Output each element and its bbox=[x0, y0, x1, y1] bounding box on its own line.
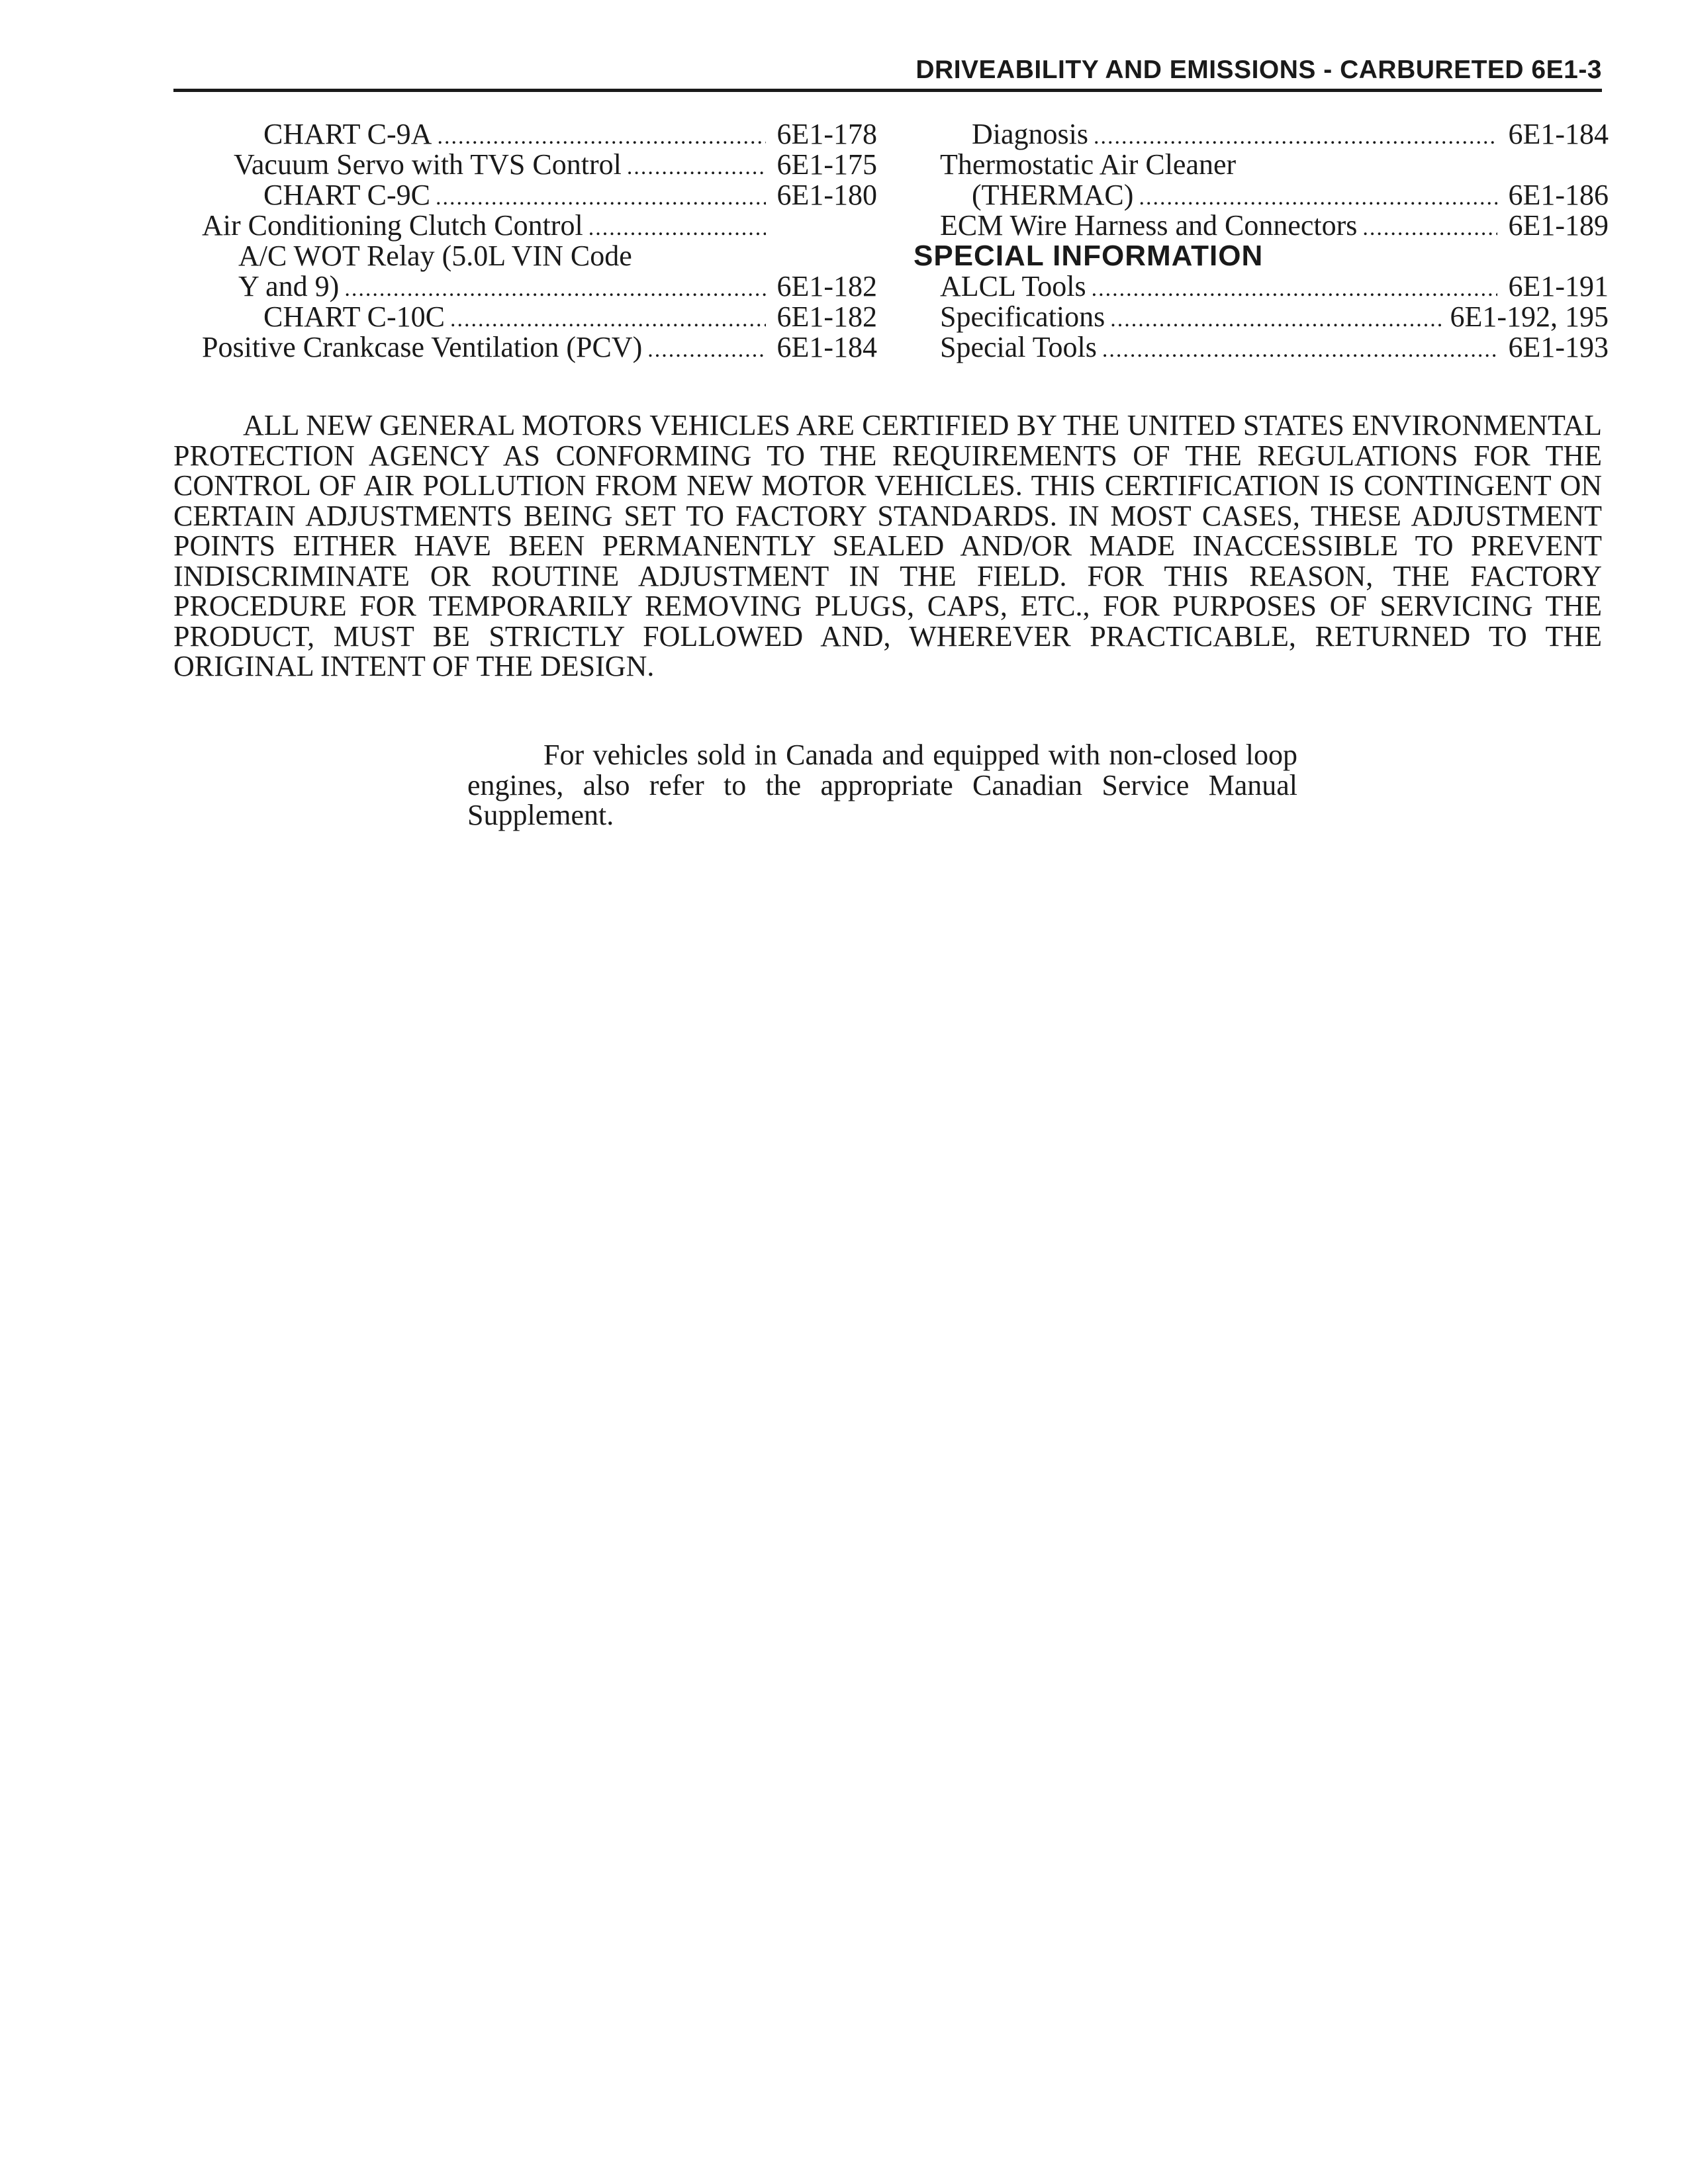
toc-entry-page: 6E1-175 bbox=[776, 148, 877, 181]
toc-entry-label: (THERMAC) bbox=[972, 179, 1134, 211]
toc-entry[interactable] bbox=[202, 210, 877, 241]
toc-entry-label: CHART C-10C bbox=[263, 300, 445, 333]
toc-entry-label: A/C WOT Relay (5.0L VIN Code bbox=[238, 240, 632, 272]
toc-entry[interactable] bbox=[940, 180, 1609, 210]
toc-entry[interactable] bbox=[202, 332, 877, 363]
toc-entry[interactable] bbox=[202, 119, 877, 150]
toc-entry[interactable] bbox=[940, 210, 1609, 241]
toc-entry-page: 6E1-182 bbox=[776, 300, 877, 333]
toc-entry-label: Diagnosis bbox=[972, 118, 1088, 150]
toc-entry-page: 6E1-189 bbox=[1508, 209, 1609, 242]
toc-entry-page: 6E1-184 bbox=[776, 331, 877, 363]
toc-leader-dots bbox=[627, 152, 766, 183]
toc-entry[interactable] bbox=[202, 241, 877, 271]
toc-entry-label: CHART C-9A bbox=[263, 118, 432, 150]
toc-right-column bbox=[914, 118, 1609, 363]
toc-entry-page: 6E1-182 bbox=[776, 270, 877, 302]
toc-entry[interactable] bbox=[940, 119, 1609, 150]
toc-entry-label: ECM Wire Harness and Connectors bbox=[940, 209, 1358, 242]
toc-entry-page: 6E1-192, 195 bbox=[1450, 300, 1609, 333]
toc-entry-label: Air Conditioning Clutch Control bbox=[202, 209, 583, 242]
toc-section-heading-special-information: SPECIAL INFORMATION bbox=[914, 240, 1264, 272]
toc-entry[interactable] bbox=[202, 150, 877, 180]
toc-entry[interactable] bbox=[202, 271, 877, 302]
toc-entry-label: Y and 9) bbox=[238, 270, 340, 302]
toc-entry-label: Thermostatic Air Cleaner bbox=[940, 148, 1237, 181]
toc-entry[interactable] bbox=[202, 180, 877, 210]
page-header bbox=[173, 50, 1602, 92]
toc-entry-page: 6E1-186 bbox=[1508, 179, 1609, 211]
toc-entry-page: 6E1-184 bbox=[1508, 118, 1609, 150]
toc-entry-label: Positive Crankcase Ventilation (PCV) bbox=[202, 331, 643, 363]
toc-entry-page: 6E1-180 bbox=[776, 179, 877, 211]
toc-leader-dots bbox=[647, 335, 766, 365]
page-header-title: DRIVEABILITY AND EMISSIONS - CARBURETED 6E1-3 bbox=[915, 56, 1602, 84]
toc-entry[interactable] bbox=[202, 302, 877, 332]
toc-entry-page: 6E1-193 bbox=[1508, 331, 1609, 363]
toc-entry-label: ALCL Tools bbox=[940, 270, 1086, 302]
toc-entry[interactable] bbox=[940, 150, 1609, 180]
toc-entry[interactable] bbox=[940, 302, 1609, 332]
toc-leader-dots bbox=[1362, 213, 1497, 244]
toc-leader-dots bbox=[1102, 335, 1497, 365]
toc-entry-label: CHART C-9C bbox=[263, 179, 431, 211]
toc-entry[interactable] bbox=[940, 271, 1609, 302]
epa-certification-notice: ALL NEW GENERAL MOTORS VEHICLES ARE CERTIFIED BY THE UNITED STATES ENVIRONMENTAL PROTECTION AGENCY AS CONFORMING TO THE REQUIREMENTS OF THE REGULATIONS FOR THE CONTROL OF AIR POLLUTION FROM NEW MOTOR VEHICLES. THIS CERTIFICATION IS CONTINGENT ON CERTAIN ADJUSTMENTS BEING SET TO FACTORY STANDARDS. IN MOST CASES, THESE ADJUSTMENT POINTS EITHER HAVE BEEN PERMANENTLY SEALED AND/OR MADE INACCESSIBLE TO PREVENT INDISCRIMINATE OR ROUTINE ADJUSTMENT IN THE FIELD. FOR THIS REASON, THE FACTORY PROCEDURE FOR TEMPORARILY REMOVING PLUGS, CAPS, ETC., FOR PURPOSES OF SERVICING THE PRODUCT, MUST BE STRICTLY FOLLOWED AND, WHEREVER PRACTICABLE, RETURNED TO THE ORIGINAL INTENT OF THE DESIGN. bbox=[173, 409, 1602, 682]
toc-entry[interactable] bbox=[940, 332, 1609, 363]
toc-entry-page: 6E1-178 bbox=[776, 118, 877, 150]
canada-service-note: For vehicles sold in Canada and equipped with non-closed loop engines, also refer to the appropriate Canadian Service Manual Supplement. bbox=[467, 739, 1297, 831]
toc-entry-page: 6E1-191 bbox=[1508, 270, 1609, 302]
toc-leader-dots bbox=[1110, 304, 1444, 335]
toc-entry-label: Special Tools bbox=[940, 331, 1097, 363]
toc-entry-label: Specifications bbox=[940, 300, 1105, 333]
toc-left-column bbox=[202, 119, 877, 363]
toc-leader-dots bbox=[1092, 274, 1497, 304]
toc-entry-label: Vacuum Servo with TVS Control bbox=[234, 148, 622, 181]
